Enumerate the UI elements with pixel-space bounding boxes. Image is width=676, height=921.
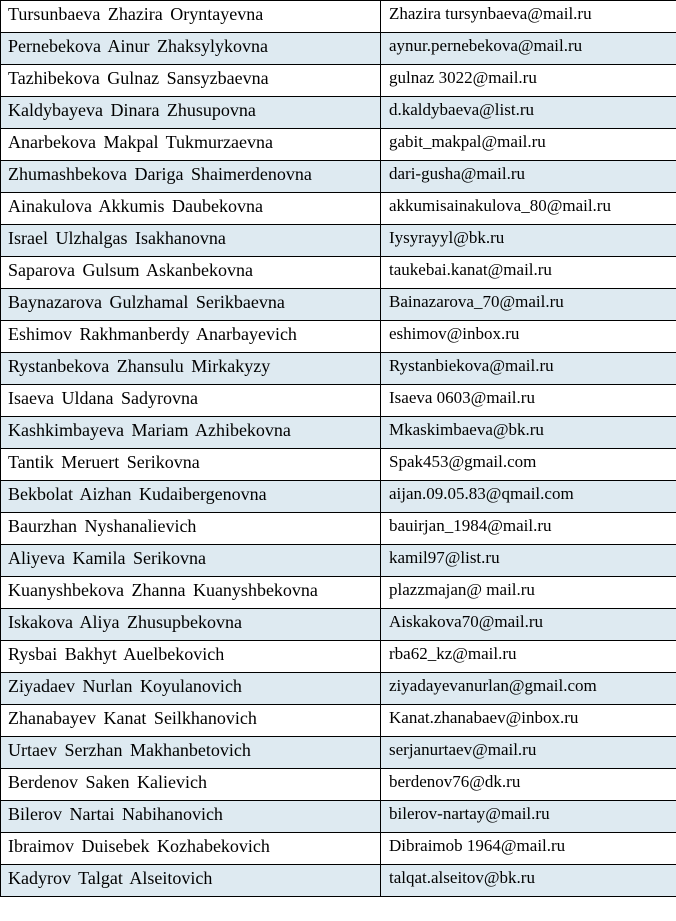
name-cell: Ziyadaev Nurlan Koyulanovich — [1, 673, 381, 705]
table-row — [1, 609, 676, 641]
email-cell: aynur.pernebekova@mail.ru — [381, 33, 676, 65]
table-row — [1, 737, 676, 769]
name-cell: Iskakova Aliya Zhusupbekovna — [1, 609, 381, 641]
name-cell: Aliyeva Kamila Serikovna — [1, 545, 381, 577]
email-cell: plazzmajan@ mail.ru — [381, 577, 676, 609]
name-cell: Pernebekova Ainur Zhaksylykovna — [1, 33, 381, 65]
email-cell: eshimov@inbox.ru — [381, 321, 676, 353]
table-row — [1, 1, 676, 33]
email-cell: Mkaskimbaeva@bk.ru — [381, 417, 676, 449]
table-row — [1, 321, 676, 353]
table-row — [1, 705, 676, 737]
email-cell: Aiskakova70@mail.ru — [381, 609, 676, 641]
name-cell: Berdenov Saken Kalievich — [1, 769, 381, 801]
name-cell: Rysbai Bakhyt Auelbekovich — [1, 641, 381, 673]
table-row — [1, 513, 676, 545]
email-cell: bilerov-nartay@mail.ru — [381, 801, 676, 833]
name-cell: Kashkimbayeva Mariam Azhibekovna — [1, 417, 381, 449]
table-row — [1, 257, 676, 289]
email-cell: bauirjan_1984@mail.ru — [381, 513, 676, 545]
table-row — [1, 481, 676, 513]
name-cell: Tantik Meruert Serikovna — [1, 449, 381, 481]
name-cell: Kaldybayeva Dinara Zhusupovna — [1, 97, 381, 129]
email-cell: rba62_kz@mail.ru — [381, 641, 676, 673]
table-row — [1, 65, 676, 97]
name-cell: Tursunbaeva Zhazira Oryntayevna — [1, 1, 381, 33]
email-cell: berdenov76@dk.ru — [381, 769, 676, 801]
email-cell: dari-gusha@mail.ru — [381, 161, 676, 193]
name-cell: Eshimov Rakhmanberdy Anarbayevich — [1, 321, 381, 353]
email-cell: Zhazira tursynbaeva@mail.ru — [381, 1, 676, 33]
contacts-table-body — [1, 1, 676, 897]
table-row — [1, 769, 676, 801]
email-cell: akkumisainakulova_80@mail.ru — [381, 193, 676, 225]
table-row — [1, 545, 676, 577]
email-cell: kamil97@list.ru — [381, 545, 676, 577]
email-cell: Iysyrayyl@bk.ru — [381, 225, 676, 257]
email-cell: Rystanbiekova@mail.ru — [381, 353, 676, 385]
email-cell: Spak453@gmail.com — [381, 449, 676, 481]
name-cell: Bilerov Nartai Nabihanovich — [1, 801, 381, 833]
table-row — [1, 577, 676, 609]
email-cell: taukebai.kanat@mail.ru — [381, 257, 676, 289]
name-cell: Isaeva Uldana Sadyrovna — [1, 385, 381, 417]
table-row — [1, 161, 676, 193]
email-cell: Bainazarova_70@mail.ru — [381, 289, 676, 321]
email-cell: gabit_makpal@mail.ru — [381, 129, 676, 161]
name-cell: Zhumashbekova Dariga Shaimerdenovna — [1, 161, 381, 193]
name-cell: Baynazarova Gulzhamal Serikbaevna — [1, 289, 381, 321]
email-cell: serjanurtaev@mail.ru — [381, 737, 676, 769]
table-row — [1, 865, 676, 897]
table-row — [1, 97, 676, 129]
email-cell: Kanat.zhanabaev@inbox.ru — [381, 705, 676, 737]
name-cell: Ibraimov Duisebek Kozhabekovich — [1, 833, 381, 865]
name-cell: Urtaev Serzhan Makhanbetovich — [1, 737, 381, 769]
email-cell: aijan.09.05.83@qmail.com — [381, 481, 676, 513]
table-row — [1, 673, 676, 705]
email-cell: talqat.alseitov@bk.ru — [381, 865, 676, 897]
table-row — [1, 225, 676, 257]
name-cell: Bekbolat Aizhan Kudaibergenovna — [1, 481, 381, 513]
table-row — [1, 385, 676, 417]
name-cell: Zhanabayev Kanat Seilkhanovich — [1, 705, 381, 737]
table-row — [1, 833, 676, 865]
table-row — [1, 129, 676, 161]
name-cell: Anarbekova Makpal Tukmurzaevna — [1, 129, 381, 161]
table-row — [1, 417, 676, 449]
email-cell: ziyadayevanurlan@gmail.com — [381, 673, 676, 705]
email-cell: d.kaldybaeva@list.ru — [381, 97, 676, 129]
name-cell: Tazhibekova Gulnaz Sansyzbaevna — [1, 65, 381, 97]
table-row — [1, 353, 676, 385]
name-cell: Saparova Gulsum Askanbekovna — [1, 257, 381, 289]
table-row — [1, 289, 676, 321]
name-cell: Ainakulova Akkumis Daubekovna — [1, 193, 381, 225]
email-cell: Dibraimob 1964@mail.ru — [381, 833, 676, 865]
name-cell: Kuanyshbekova Zhanna Kuanyshbekovna — [1, 577, 381, 609]
name-cell: Kadyrov Talgat Alseitovich — [1, 865, 381, 897]
table-row — [1, 193, 676, 225]
email-cell: gulnaz 3022@mail.ru — [381, 65, 676, 97]
email-cell: Isaeva 0603@mail.ru — [381, 385, 676, 417]
table-row — [1, 449, 676, 481]
name-cell: Israel Ulzhalgas Isakhanovna — [1, 225, 381, 257]
name-cell: Rystanbekova Zhansulu Mirkakyzy — [1, 353, 381, 385]
table-row — [1, 641, 676, 673]
table-row — [1, 801, 676, 833]
name-cell: Baurzhan Nyshanalievich — [1, 513, 381, 545]
table-row — [1, 33, 676, 65]
